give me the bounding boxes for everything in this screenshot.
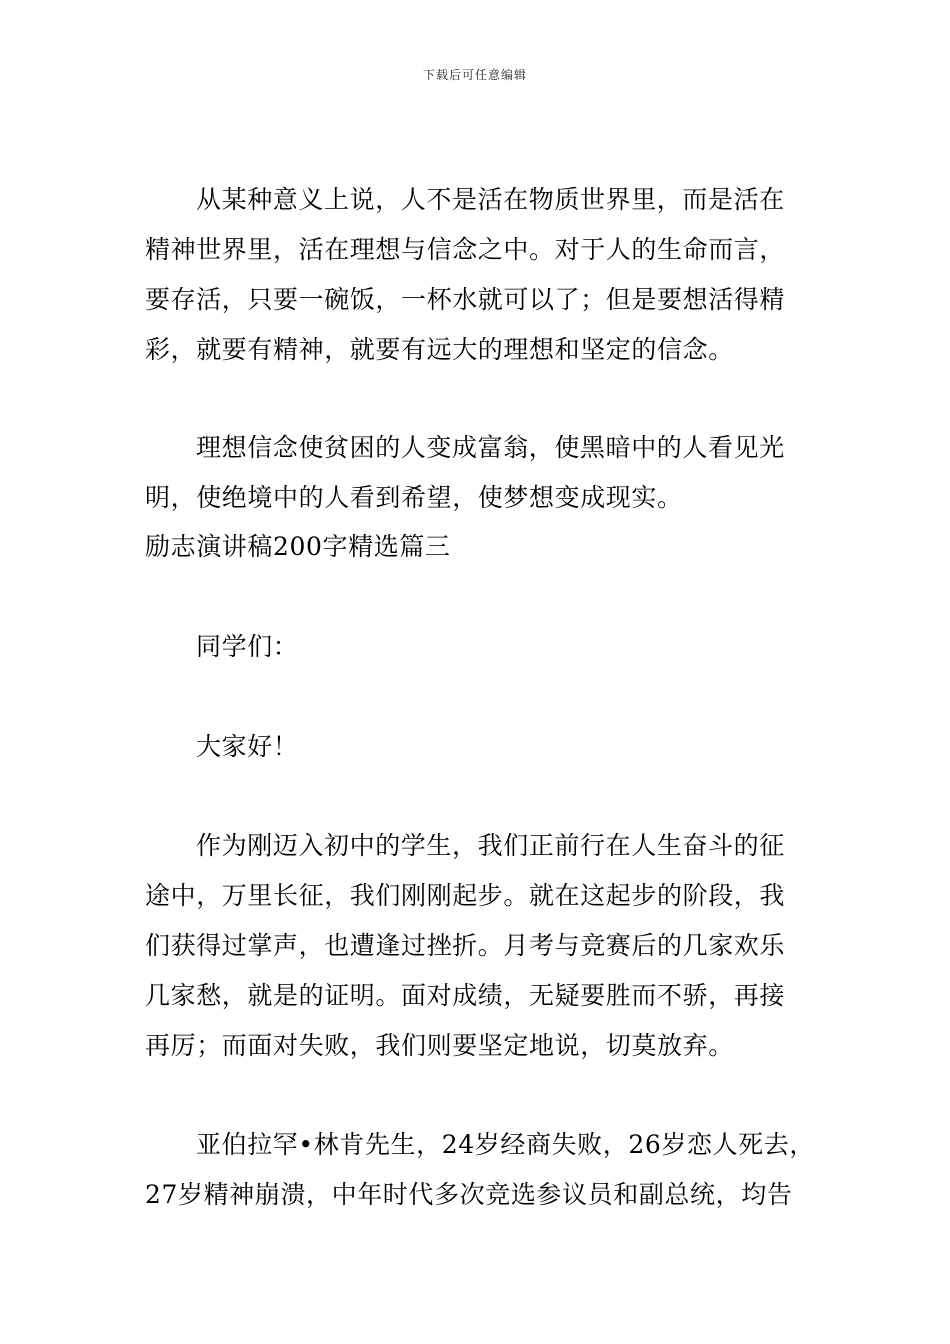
paragraph-line: 精神世界里，活在理想与信念之中。对于人的生命而言， <box>145 235 786 264</box>
greeting: 大家好！ <box>196 732 299 761</box>
section-heading: 励志演讲稿200字精选篇三 <box>145 532 451 561</box>
paragraph-line: 作为刚迈入初中的学生，我们正前行在人生奋斗的征 <box>196 831 785 860</box>
paragraph-line: 彩，就要有精神，就要有远大的理想和坚定的信念。 <box>145 335 734 364</box>
paragraph-line: 从某种意义上说，人不是活在物质世界里，而是活在 <box>196 185 785 214</box>
paragraph-line: 几家愁，就是的证明。面对成绩，无疑要胜而不骄，再接 <box>145 981 786 1010</box>
salutation: 同学们： <box>196 632 299 661</box>
paragraph-line: 明，使绝境中的人看到希望，使梦想变成现实。 <box>145 483 683 512</box>
page-header-note: 下载后可任意编辑 <box>422 68 527 82</box>
paragraph-line: 27岁精神崩溃，中年时代多次竞选参议员和副总统，均告 <box>145 1180 793 1209</box>
paragraph-line: 亚伯拉罕•林肯先生，24岁经商失败，26岁恋人死去， <box>196 1130 815 1159</box>
paragraph-line: 们获得过掌声，也遭逢过挫折。月考与竞赛后的几家欢乐 <box>145 931 786 960</box>
paragraph-line: 途中，万里长征，我们刚刚起步。就在这起步的阶段，我 <box>145 881 786 910</box>
paragraph-line: 理想信念使贫困的人变成富翁，使黑暗中的人看见光 <box>196 433 785 462</box>
paragraph-line: 要存活，只要一碗饭，一杯水就可以了；但是要想活得精 <box>145 285 786 314</box>
paragraph-line: 再厉；而面对失败，我们则要坚定地说，切莫放弃。 <box>145 1031 734 1060</box>
